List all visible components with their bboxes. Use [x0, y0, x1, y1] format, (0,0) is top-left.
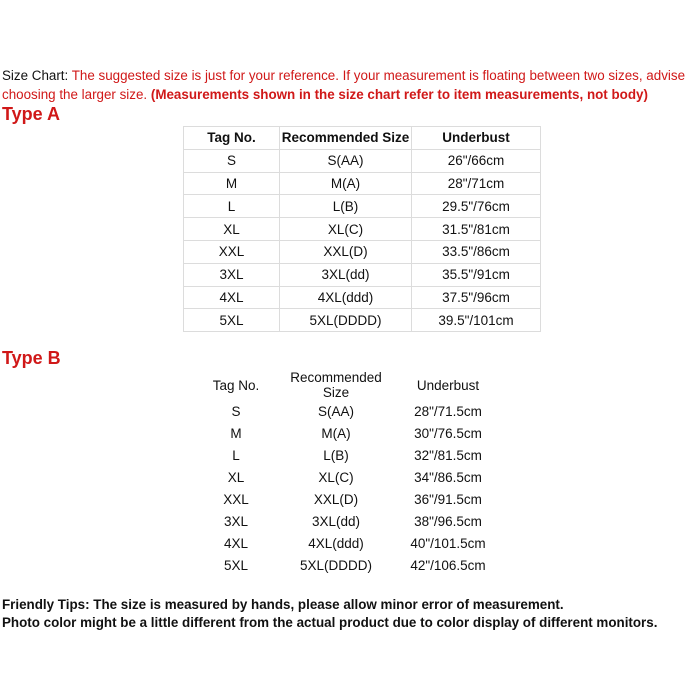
- size-cell: 4XL(ddd): [280, 286, 412, 309]
- table-row: [184, 172, 541, 195]
- underbust-cell: 32"/81.5cm: [414, 447, 482, 463]
- size-cell: 4XL(ddd): [308, 535, 364, 551]
- size-chart-label: Size Chart: [2, 68, 65, 83]
- table-header-row: [184, 127, 541, 150]
- underbust-cell: 29.5"/76cm: [412, 195, 541, 218]
- underbust-cell: 40"/101.5cm: [410, 535, 486, 551]
- type-b-size-table: [188, 370, 508, 576]
- table-row: [184, 149, 541, 172]
- table-row: [184, 263, 541, 286]
- tag-cell: 5XL: [184, 309, 280, 332]
- size-cell: S(AA): [280, 149, 412, 172]
- tag-cell: S: [184, 149, 280, 172]
- tag-cell: L: [184, 195, 280, 218]
- size-cell: M(A): [280, 172, 412, 195]
- underbust-cell: 34"/86.5cm: [414, 469, 482, 485]
- type-a-heading: Type A: [2, 104, 61, 124]
- table-row: [188, 532, 508, 554]
- size-cell: XXL(D): [313, 491, 359, 507]
- table-row: [184, 286, 541, 309]
- tag-cell: L: [232, 447, 240, 463]
- type-b-heading: Type B: [2, 348, 61, 368]
- header-tag-no: Tag No.: [184, 127, 280, 150]
- tag-cell: XL: [227, 469, 245, 485]
- tag-cell: XXL: [184, 240, 280, 263]
- underbust-cell: 39.5"/101cm: [412, 309, 541, 332]
- size-chart-label-colon: :: [64, 68, 69, 83]
- underbust-cell: 38"/96.5cm: [414, 513, 482, 529]
- size-cell: XL(C): [280, 218, 412, 241]
- size-cell: XL(C): [318, 469, 354, 485]
- intro-text-line-1: The suggested size is just for your reference. If your measurement is floating between two sizes, advise: [68, 68, 686, 83]
- intro-line-1: [2, 66, 698, 85]
- size-chart-intro: [2, 66, 698, 104]
- tips-line-1: Friendly Tips: The size is measured by hands, please allow minor error of measurement.: [2, 597, 564, 612]
- tag-cell: M: [230, 425, 242, 441]
- size-cell: 5XL(DDDD): [299, 557, 372, 573]
- header-underbust: Underbust: [416, 377, 480, 393]
- tag-cell: 5XL: [223, 557, 249, 573]
- measurement-note: (Measurements shown in the size chart refer to item measurements, not body): [150, 87, 648, 102]
- table-row: [188, 554, 508, 576]
- size-cell: 3XL(dd): [280, 263, 412, 286]
- underbust-cell: 28"/71.5cm: [414, 403, 482, 419]
- table-row: [184, 195, 541, 218]
- intro-text-line-2: choosing the larger size.: [2, 87, 151, 102]
- tag-cell: 4XL: [184, 286, 280, 309]
- tag-cell: XL: [184, 218, 280, 241]
- table-row: [184, 309, 541, 332]
- size-cell: 3XL(dd): [311, 513, 361, 529]
- tag-cell: 3XL: [184, 263, 280, 286]
- tag-cell: 3XL: [223, 513, 249, 529]
- table-row: [188, 422, 508, 444]
- tag-cell: 4XL: [223, 535, 249, 551]
- underbust-cell: 31.5"/81cm: [412, 218, 541, 241]
- underbust-cell: 35.5"/91cm: [412, 263, 541, 286]
- underbust-cell: 28"/71cm: [412, 172, 541, 195]
- underbust-cell: 33.5"/86cm: [412, 240, 541, 263]
- header-recommended-size: Recommended Size: [280, 127, 412, 150]
- size-cell: L(B): [280, 195, 412, 218]
- table-row: [188, 466, 508, 488]
- friendly-tips: [2, 596, 657, 632]
- table-row: [188, 488, 508, 510]
- header-recommended-size: Recommended Size: [290, 370, 382, 400]
- table-row: [188, 400, 508, 422]
- tips-line-2: Photo color might be a little different from the actual product due to color display of different monitors.: [2, 615, 658, 630]
- underbust-cell: 36"/91.5cm: [414, 491, 482, 507]
- table-row: [184, 218, 541, 241]
- underbust-cell: 30"/76.5cm: [414, 425, 482, 441]
- header-underbust: Underbust: [412, 127, 541, 150]
- underbust-cell: 42"/106.5cm: [410, 557, 486, 573]
- table-row: [184, 240, 541, 263]
- tag-cell: XXL: [223, 491, 249, 507]
- table-header-row: [188, 370, 508, 400]
- tag-cell: S: [231, 403, 241, 419]
- underbust-cell: 26"/66cm: [412, 149, 541, 172]
- size-cell: 5XL(DDDD): [280, 309, 412, 332]
- size-cell: M(A): [321, 425, 351, 441]
- tag-cell: M: [184, 172, 280, 195]
- size-cell: S(AA): [317, 403, 354, 419]
- size-cell: XXL(D): [280, 240, 412, 263]
- size-cell: L(B): [323, 447, 349, 463]
- underbust-cell: 37.5"/96cm: [412, 286, 541, 309]
- intro-line-2: [2, 85, 698, 104]
- table-row: [188, 444, 508, 466]
- table-row: [188, 510, 508, 532]
- type-a-size-table: [183, 126, 541, 332]
- header-tag-no: Tag No.: [212, 377, 260, 393]
